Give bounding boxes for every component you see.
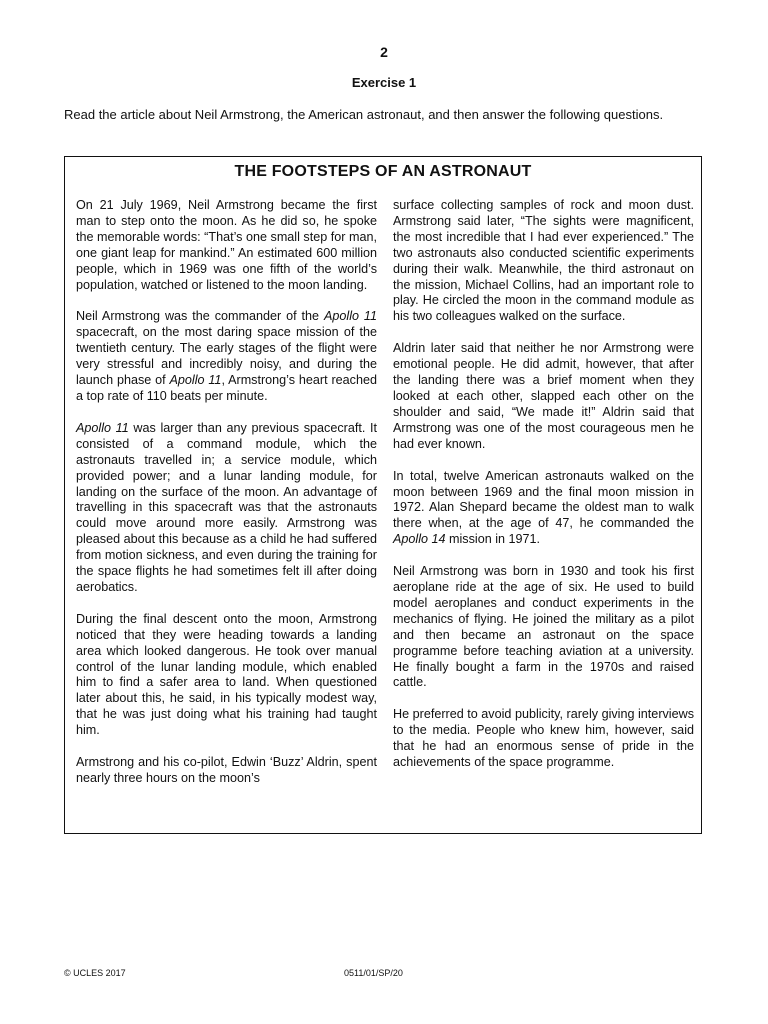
article-paragraph xyxy=(76,755,377,787)
paragraph-text: spacecraft, on the most daring space mission of the twentieth century. The early stages of the flight were very stressful and incredibly noisy, and during the launch phase of xyxy=(76,325,377,388)
article-paragraph xyxy=(76,309,377,404)
paragraph-text: mission in 1971. xyxy=(445,532,541,547)
paragraph-text: was larger than any previous spacecraft. It consisted of a command module, which the astronauts travelled in; a service module, which provided power; and a lunar landing module, for landing on the surface of the moon. An advantage of travelling in this spacecraft was that the astronauts could move around more easily. Armstrong was pleased about this because as a child he had suffered from motion sickness, and even during the training for the space flights he had sometimes felt ill after doing aerobatics. xyxy=(76,420,377,594)
article-left-column xyxy=(76,198,377,803)
paragraph-text: In total, twelve American astronauts walked on the moon between 1969 and the final moon mission in 1972. Alan Shepard became the oldest man to walk there when, at the age of 47, he commanded the xyxy=(393,468,694,531)
paragraph-text: During the final descent onto the moon, Armstrong noticed that they were heading towards a landing area which looked dangerous. He took over manual control of the lunar landing module, which enabled him to find a safer area to land. When questioned later about this, he said, in his typically modest way, that he was just doing what his training had taught him. xyxy=(76,611,377,738)
article-paragraph xyxy=(393,707,694,771)
spacecraft-name: Apollo 11 xyxy=(76,420,129,435)
paragraph-text: Aldrin later said that neither he nor Armstrong were emotional people. He did admit, however, that after the landing there was a brief moment when they looked at each other, slapped each other on the shoulder and said, “We made it!” Aldrin said that Armstrong was one of the most courageous men he had ever known. xyxy=(393,341,694,451)
paragraph-text: He preferred to avoid publicity, rarely giving interviews to the media. People who knew him, however, said that he had an enormous sense of pride in the achievements of the space programme. xyxy=(393,707,694,770)
article-paragraph xyxy=(76,198,377,293)
article-paragraph xyxy=(76,421,377,596)
paragraph-text: Armstrong and his co-pilot, Edwin ‘Buzz’ Aldrin, spent nearly three hours on the moon’s xyxy=(76,755,377,785)
spacecraft-name: Apollo 14 xyxy=(393,532,446,547)
paragraph-text: , Armstrong’s heart reached a top rate of 110 beats per minute. xyxy=(76,373,377,403)
article-right-column xyxy=(393,198,694,787)
article-paragraph xyxy=(393,341,694,452)
article-paragraph xyxy=(393,469,694,549)
page-number: 2 xyxy=(380,44,388,60)
article-title: THE FOOTSTEPS OF AN ASTRONAUT xyxy=(234,163,532,180)
article-box xyxy=(64,156,702,834)
paragraph-text: Neil Armstrong was born in 1930 and took his first aeroplane ride at the age of six. He used to build model aeroplanes and conduct experiments in the mechanics of flying. He joined the military as a pilot and then became an astronaut on the space programme before teaching aviation at a university. He finally bought a farm in the 1970s and raised cattle. xyxy=(393,564,694,690)
spacecraft-name: Apollo 11 xyxy=(169,373,222,388)
instructions: Read the article about Neil Armstrong, the American astronaut, and then answer the following questions. xyxy=(64,107,664,122)
spacecraft-name: Apollo 11 xyxy=(323,309,377,324)
article-paragraph xyxy=(76,612,377,739)
paragraph-text: On 21 July 1969, Neil Armstrong became the first man to step onto the moon. As he did so, he spoke the memorable words: “That’s one small step for man, one giant leap for mankind.” An estimated 600 million people, which in 1969 was one fifth of the world’s population, watched or listened to the moon landing. xyxy=(76,198,377,292)
exercise-title: Exercise 1 xyxy=(351,75,417,90)
footer-code: 0511/01/SP/20 xyxy=(344,968,403,978)
article-paragraph xyxy=(393,198,694,325)
paragraph-text: Neil Armstrong was the commander of the xyxy=(76,309,324,324)
footer-copyright: © UCLES 2017 xyxy=(64,968,126,978)
article-paragraph xyxy=(393,564,694,691)
paragraph-text: surface collecting samples of rock and moon dust. Armstrong said later, “The sights were magnificent, the most incredible that I had ever experienced.” The two astronauts also conducted scientific experiments during their walk. Meanwhile, the third astronaut on the mission, Michael Collins, had an important role to play. He circled the moon in the command module as his two colleagues walked on the surface. xyxy=(393,198,694,324)
